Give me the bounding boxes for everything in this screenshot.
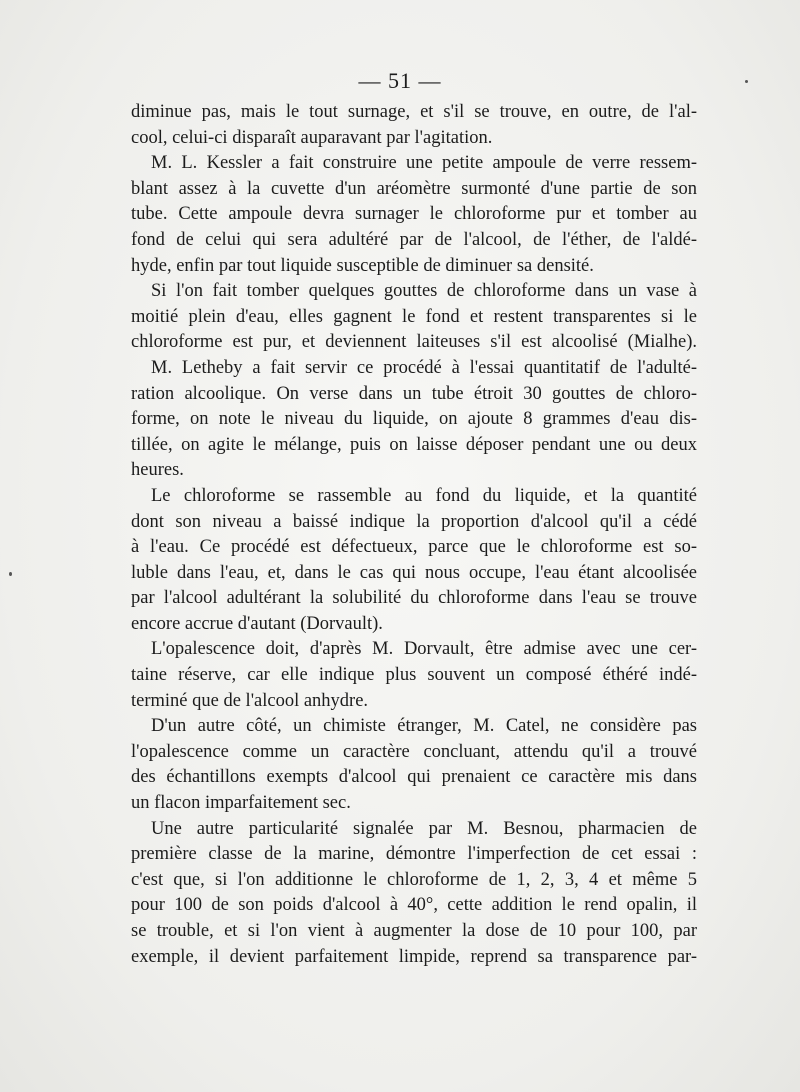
text-line: à l'eau. Ce procédé est défectueux, parce que le chloroforme est so-	[131, 537, 697, 558]
text-line: taine réserve, car elle indique plus souvent un composé éthéré indé-	[131, 665, 697, 686]
text-line: première classe de la marine, démontre l'imperfection de cet essai :	[131, 844, 697, 865]
text-line: exemple, il devient parfaitement limpide, reprend sa transparence par-	[131, 946, 697, 967]
text-line: moitié plein d'eau, elles gagnent le fond et restent transparentes si le	[131, 306, 697, 327]
text-line: luble dans l'eau, et, dans le cas qui nous occupe, l'eau étant alcoolisée	[131, 562, 697, 583]
text-line: tillée, on agite le mélange, puis on laisse déposer pendant une ou deux	[131, 434, 697, 455]
text-line: cool, celui-ci disparaît auparavant par l'agitation.	[131, 127, 493, 148]
paper-speck	[745, 80, 748, 83]
text-line: ration alcoolique. On verse dans un tube étroit 30 gouttes de chloro-	[131, 383, 697, 404]
text-line: diminue pas, mais le tout surnage, et s'il se trouve, en outre, de l'al-	[131, 102, 697, 122]
text-line: terminé que de l'alcool anhydre.	[131, 690, 369, 711]
text-line: D'un autre côté, un chimiste étranger, M. Catel, ne considère pas	[151, 716, 697, 737]
text-line: fond de celui qui sera adultéré par de l'alcool, de l'éther, de l'aldé-	[131, 229, 697, 250]
text-line: l'opalescence comme un caractère concluant, attendu qu'il a trouvé	[131, 741, 697, 762]
text-line: se trouble, et si l'on vient à augmenter la dose de 10 pour 100, par	[131, 921, 697, 941]
text-line: encore accrue d'autant (Dorvault).	[131, 613, 383, 634]
page-number: — 51 —	[358, 68, 442, 93]
text-line: M. L. Kessler a fait construire une petite ampoule de verre ressem-	[151, 153, 697, 174]
body-text	[131, 100, 697, 970]
text-line: c'est que, si l'on additionne le chloroforme de 1, 2, 3, 4 et même 5	[131, 869, 697, 890]
text-line: des échantillons exempts d'alcool qui prenaient ce caractère mis dans	[131, 767, 697, 788]
text-line: Une autre particularité signalée par M. Besnou, pharmacien de	[151, 818, 697, 839]
text-line: blant assez à la cuvette d'un aréomètre surmonté d'une partie de son	[131, 178, 697, 199]
paper-speck	[9, 572, 12, 576]
text-line: tube. Cette ampoule devra surnager le chloroforme pur et tomber au	[131, 204, 697, 225]
text-line: hyde, enfin par tout liquide susceptible de diminuer sa densité.	[131, 255, 594, 276]
text-line: pour 100 de son poids d'alcool à 40°, cette addition le rend opalin, il	[131, 895, 697, 916]
text-line: M. Letheby a fait servir ce procédé à l'essai quantitatif de l'adulté-	[151, 357, 697, 378]
text-line: un flacon imparfaitement sec.	[131, 793, 351, 814]
text-line: heures.	[131, 460, 184, 481]
text-line: forme, on note le niveau du liquide, on ajoute 8 grammes d'eau dis-	[131, 409, 697, 430]
text-line: L'opalescence doit, d'après M. Dorvault, être admise avec une cer-	[151, 639, 697, 660]
text-line: dont son niveau a baissé indique la proportion d'alcool qu'il a cédé	[131, 511, 697, 532]
text-line: par l'alcool adultérant la solubilité du chloroforme dans l'eau se trouve	[131, 588, 697, 609]
text-line: chloroforme est pur, et deviennent laiteuses s'il est alcoolisé (Mialhe).	[131, 332, 697, 353]
text-line: Si l'on fait tomber quelques gouttes de chloroforme dans un vase à	[151, 281, 697, 302]
text-line: Le chloroforme se rassemble au fond du liquide, et la quantité	[151, 485, 697, 506]
